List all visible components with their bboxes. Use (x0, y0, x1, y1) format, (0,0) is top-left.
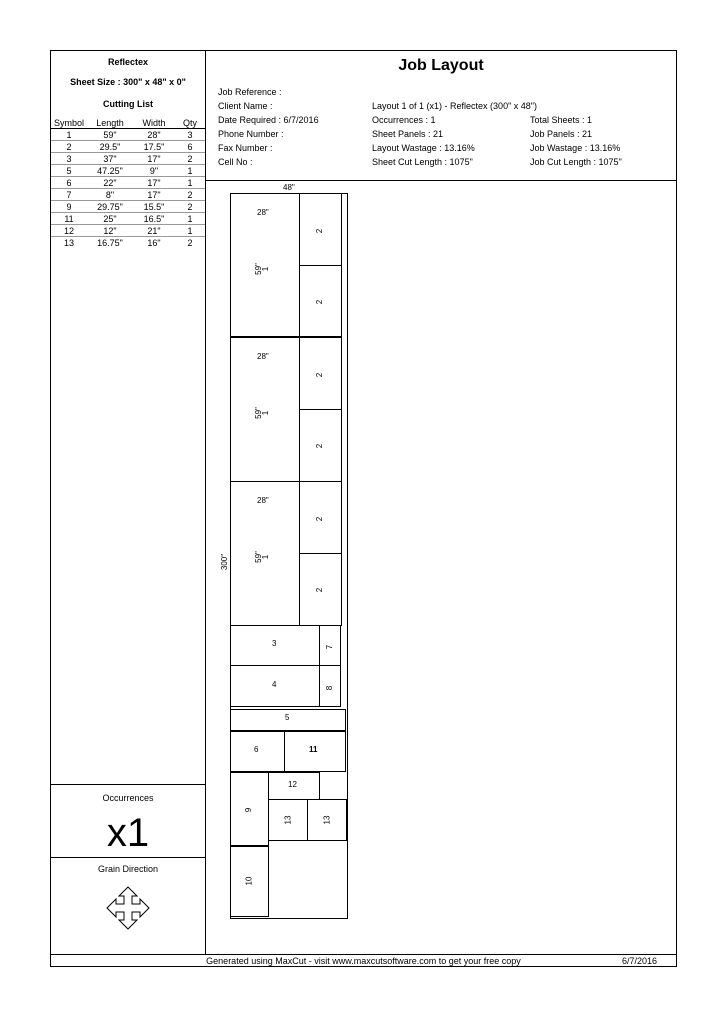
panel-symbol: 7 (325, 644, 335, 650)
cell: 21" (133, 225, 175, 237)
table-header-row (51, 117, 205, 129)
panel-symbol: 1 (261, 266, 271, 272)
cell: 1 (175, 165, 205, 177)
panel-symbol: 10 (244, 876, 254, 886)
cell: 3 (175, 129, 205, 141)
divider-grain (51, 857, 205, 858)
grain-direction-icon (106, 886, 150, 930)
cell: 16.5" (133, 213, 175, 225)
panel-symbol: 5 (285, 713, 290, 722)
panel-width-label: 28" (257, 352, 269, 361)
cell: 59" (87, 129, 133, 141)
job-cut-length: Job Cut Length : 1075" (530, 157, 622, 167)
table-row (51, 129, 205, 141)
panel-symbol: 2 (315, 372, 325, 378)
divider-header (206, 180, 676, 181)
panel-length-label: 59" (253, 407, 263, 419)
cell-number: Cell No : (218, 157, 253, 167)
cell: 2 (175, 201, 205, 213)
cell: 1 (51, 129, 87, 141)
footer-date: 6/7/2016 (622, 956, 658, 966)
table-row (51, 237, 205, 249)
cell: 6 (175, 141, 205, 153)
cell: 16.75" (97, 237, 123, 248)
cell: 1 (175, 213, 205, 225)
cell: 8" (87, 189, 133, 201)
panel-length-label: 59" (253, 551, 263, 563)
sheet-size: Sheet Size : 300" x 48" x 0" (70, 77, 186, 87)
cell: 29.5" (87, 141, 133, 153)
cell: 6 (51, 177, 87, 189)
table-row (51, 177, 205, 189)
cell: 2 (175, 189, 205, 201)
grain-direction-label: Grain Direction (97, 864, 159, 874)
cell: 9" (133, 165, 175, 177)
cell: 12" (87, 225, 133, 237)
layout-info: Layout 1 of 1 (x1) - Reflectex (300" x 48") (372, 101, 537, 111)
occurrences-value: x1 (106, 811, 150, 855)
panel-symbol: 8 (325, 685, 335, 691)
page-title: Job Layout (398, 57, 484, 74)
panel-symbol: 3 (272, 639, 277, 648)
cell: 15.5" (133, 201, 175, 213)
divider-left-column (205, 51, 206, 954)
panel-symbol: 13 (322, 815, 332, 825)
cell: 13 (63, 237, 74, 248)
cell: 1 (175, 225, 205, 237)
cell: 2 (187, 237, 193, 248)
panel-length-label: 59" (253, 263, 263, 275)
panel-symbol: 2 (315, 228, 325, 234)
panel-symbol: 2 (315, 516, 325, 522)
sheet-length-label: 300" (220, 553, 230, 571)
panel-symbol: 1 (261, 554, 271, 560)
cell: 17" (133, 153, 175, 165)
column-header: Length (87, 117, 133, 129)
cell: 2 (175, 153, 205, 165)
panel-symbol: 6 (254, 745, 259, 754)
panel-width-label: 28" (257, 208, 269, 217)
cell: 17" (133, 189, 175, 201)
cell: 47.25" (87, 165, 133, 177)
cell: 17.5" (133, 141, 175, 153)
cell: 17" (133, 177, 175, 189)
footer-generated-text: Generated using MaxCut - visit www.maxcutsoftware.com to get your free copy (206, 956, 521, 966)
panel-symbol: 2 (315, 587, 325, 593)
table-row (51, 213, 205, 225)
occurrences-label: Occurrences (102, 793, 154, 803)
cell: 29.75" (87, 201, 133, 213)
panel-width-label: 28" (257, 496, 269, 505)
material-name: Reflectex (107, 57, 149, 67)
divider-footer (51, 954, 676, 955)
cell: 37" (87, 153, 133, 165)
panel-symbol: 4 (272, 680, 277, 689)
cutting-list-title: Cutting List (103, 99, 153, 109)
occurrences-info: Occurrences : 1 (372, 115, 436, 125)
fax-number: Fax Number : (218, 143, 273, 153)
panel-symbol: 1 (261, 410, 271, 416)
table-row (51, 165, 205, 177)
sheet-width-label: 48" (283, 183, 295, 192)
cell: 12 (51, 225, 87, 237)
date-required: Date Required : 6/7/2016 (218, 115, 319, 125)
panel-symbol: 2 (315, 443, 325, 449)
column-header: Width (133, 117, 175, 129)
cell: 7 (51, 189, 87, 201)
client-name: Client Name : (218, 101, 273, 111)
column-header: Qty (175, 117, 205, 129)
column-header: Symbol (51, 117, 87, 129)
layout-wastage: Layout Wastage : 13.16% (372, 143, 475, 153)
cell: 22" (87, 177, 133, 189)
total-sheets: Total Sheets : 1 (530, 115, 593, 125)
cutting-list-table (51, 117, 205, 248)
table-row (51, 225, 205, 237)
panel-symbol: 13 (283, 815, 293, 825)
table-row (51, 141, 205, 153)
sheet-cut-length: Sheet Cut Length : 1075" (372, 157, 473, 167)
panel-symbol: 12 (288, 780, 297, 789)
job-wastage: Job Wastage : 13.16% (530, 143, 621, 153)
cell: 25" (87, 213, 133, 225)
cell: 9 (51, 201, 87, 213)
cell: 5 (51, 165, 87, 177)
table-row (51, 153, 205, 165)
table-row (51, 189, 205, 201)
job-reference: Job Reference : (218, 87, 282, 97)
panel-symbol: 9 (244, 807, 254, 813)
cell: 2 (51, 141, 87, 153)
panel-symbol: 2 (315, 299, 325, 305)
cell: 3 (51, 153, 87, 165)
panel-symbol: 11 (309, 745, 318, 754)
cell: 28" (133, 129, 175, 141)
cell: 1 (175, 177, 205, 189)
phone-number: Phone Number : (218, 129, 284, 139)
sheet-panels: Sheet Panels : 21 (372, 129, 444, 139)
cell: 11 (51, 213, 87, 225)
divider-occurrences (51, 784, 205, 785)
cell: 16" (147, 237, 161, 248)
table-row (51, 201, 205, 213)
job-panels: Job Panels : 21 (530, 129, 593, 139)
